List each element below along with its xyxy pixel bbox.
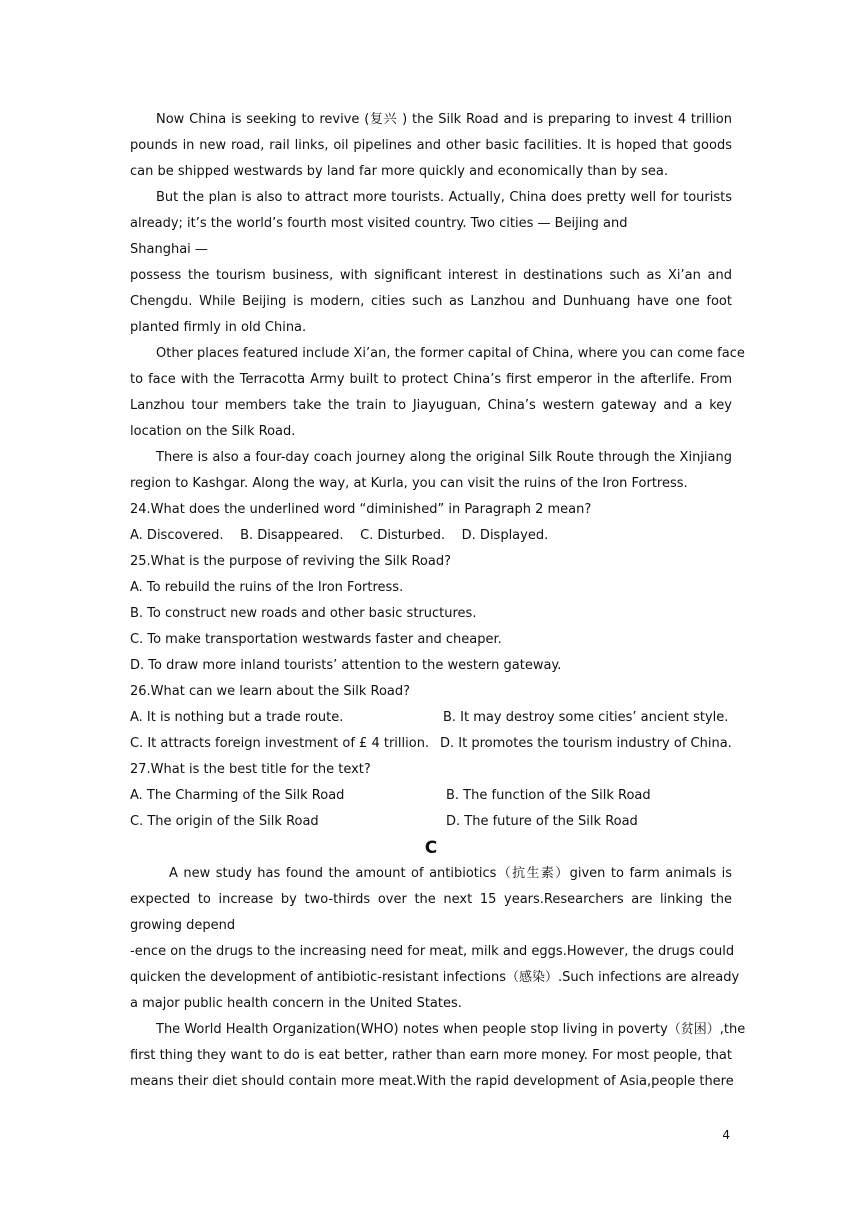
question-25-option-c: C. To make transportation westwards faster and cheaper. <box>130 632 502 647</box>
section-c-p1-line-4: -ence on the drugs to the increasing need for meat, milk and eggs.However, the drugs could <box>130 944 735 959</box>
question-27-stem: 27.What is the best title for the text? <box>130 762 371 777</box>
passage-b-p3-line-2: to face with the Terracotta Army built to protect China’s first emperor in the afterlife. From <box>130 372 732 387</box>
section-c-p1-line-1: A new study has found the amount of antibiotics（抗生素）given to farm animals is <box>169 866 732 881</box>
question-26-row-2 <box>130 731 732 757</box>
passage-b-p2-line-3: Shanghai — <box>130 242 208 257</box>
passage-b-p1-line-2: pounds in new road, rail links, oil pipelines and other basic facilities. It is hoped that goods <box>130 138 732 153</box>
question-26-option-d: D. It promotes the tourism industry of China. <box>440 736 732 751</box>
passage-b-p1-line-3: can be shipped westwards by land far more quickly and economically than by sea. <box>130 164 669 179</box>
passage-b-p3-line-1: Other places featured include Xi’an, the former capital of China, where you can come face <box>156 346 745 361</box>
question-26-stem: 26.What can we learn about the Silk Road? <box>130 684 411 699</box>
passage-b-p2-line-1: But the plan is also to attract more tourists. Actually, China does pretty well for tourists <box>156 190 732 205</box>
passage-b-p1-line-1: Now China is seeking to revive (复兴 ) the Silk Road and is preparing to invest 4 trillion <box>156 112 732 127</box>
passage-b-p3-line-3: Lanzhou tour members take the train to Jiayuguan, China’s western gateway and a key <box>130 398 732 413</box>
section-c-p1-line-2: expected to increase by two-thirds over the next 15 years.Researchers are linking the <box>130 892 732 907</box>
page-number: 4 <box>722 1128 730 1142</box>
question-24-options: A. Discovered. B. Disappeared. C. Disturbed. D. Displayed. <box>130 528 549 543</box>
passage-b-p2-line-6: planted firmly in old China. <box>130 320 307 335</box>
question-27-option-d: D. The future of the Silk Road <box>446 814 638 829</box>
question-27-row-1 <box>130 783 732 809</box>
question-26-option-a: A. It is nothing but a trade route. <box>130 710 344 725</box>
question-26-row-1 <box>130 705 732 731</box>
question-25-stem: 25.What is the purpose of reviving the Silk Road? <box>130 554 451 569</box>
passage-b-p4-line-2: region to Kashgar. Along the way, at Kurla, you can visit the ruins of the Iron Fortress. <box>130 476 688 491</box>
question-27-option-b: B. The function of the Silk Road <box>446 788 651 803</box>
section-c-p2-line-1: The World Health Organization(WHO) notes when people stop living in poverty（贫困）,the <box>156 1022 746 1037</box>
question-24-stem: 24.What does the underlined word “diminished” in Paragraph 2 mean? <box>130 502 592 517</box>
passage-b-p4-line-1: There is also a four-day coach journey along the original Silk Route through the Xinjiang <box>156 450 732 465</box>
question-25-option-d: D. To draw more inland tourists’ attention to the western gateway. <box>130 658 562 673</box>
question-27-option-c: C. The origin of the Silk Road <box>130 814 319 829</box>
passage-b-p3-line-4: location on the Silk Road. <box>130 424 296 439</box>
section-c-p1-line-5: quicken the development of antibiotic-resistant infections（感染）.Such infections are already <box>130 970 740 985</box>
question-25-option-a: A. To rebuild the ruins of the Iron Fortress. <box>130 580 404 595</box>
question-26-option-b: B. It may destroy some cities’ ancient style. <box>443 710 729 725</box>
section-c-p2-line-3: means their diet should contain more meat.With the rapid development of Asia,people there <box>130 1074 734 1089</box>
document-page <box>130 107 746 1095</box>
question-25-option-b: B. To construct new roads and other basic structures. <box>130 606 477 621</box>
section-c-heading: C <box>424 838 438 858</box>
section-c-p2-line-2: first thing they want to do is eat better, rather than earn more money. For most people, that <box>130 1048 732 1063</box>
section-c-p1-line-6: a major public health concern in the United States. <box>130 996 462 1011</box>
passage-b-p2-line-2: already; it’s the world’s fourth most visited country. Two cities — Beijing and <box>130 216 628 231</box>
section-c-p1-line-3: growing depend <box>130 918 236 933</box>
question-27-option-a: A. The Charming of the Silk Road <box>130 788 345 803</box>
passage-b-p2-line-5: Chengdu. While Beijing is modern, cities such as Lanzhou and Dunhuang have one foot <box>130 294 732 309</box>
passage-b-p2-line-4: possess the tourism business, with significant interest in destinations such as Xi’an and <box>130 268 732 283</box>
question-26-option-c: C. It attracts foreign investment of £ 4 trillion. <box>130 736 430 751</box>
question-27-row-2 <box>130 809 732 835</box>
